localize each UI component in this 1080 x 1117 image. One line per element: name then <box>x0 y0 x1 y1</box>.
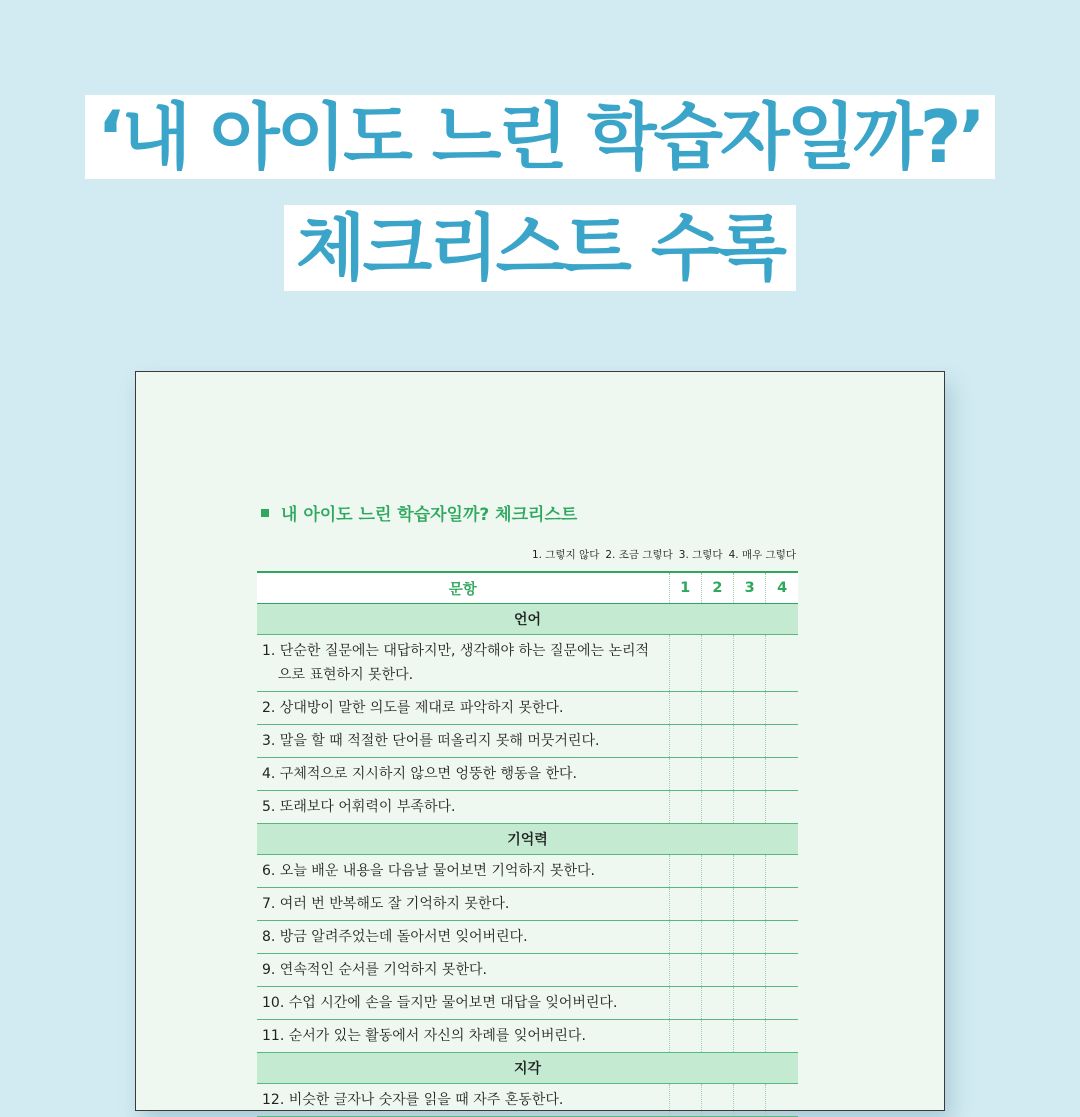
table-header-row <box>257 572 798 604</box>
rating-scale-legend <box>532 547 796 562</box>
headline-line-2: 체크리스트 수록 <box>284 205 796 291</box>
item-text: 2. 상대방이 말한 의도를 제대로 파악하지 못한다. <box>262 700 564 716</box>
rating-cell-1[interactable] <box>669 635 701 692</box>
rating-cell-3[interactable] <box>734 692 766 725</box>
headline-line-1: ‘내 아이도 느린 학습자일까?’ <box>85 95 995 179</box>
checklist-table <box>257 571 798 1117</box>
rating-cell-3[interactable] <box>734 954 766 987</box>
rating-cell-1[interactable] <box>669 791 701 824</box>
rating-cell-1[interactable] <box>669 888 701 921</box>
rating-cell-2[interactable] <box>701 635 733 692</box>
item-cell <box>257 855 669 888</box>
category-row <box>257 1053 798 1084</box>
rating-cell-3[interactable] <box>734 921 766 954</box>
rating-cell-1[interactable] <box>669 855 701 888</box>
headline-line-2-wrap <box>0 205 1080 291</box>
rating-cell-1[interactable] <box>669 987 701 1020</box>
rating-cell-2[interactable] <box>701 888 733 921</box>
item-text: 12. 비슷한 글자나 숫자를 읽을 때 자주 혼동한다. <box>262 1092 564 1108</box>
table-row <box>257 954 798 987</box>
rating-cell-3[interactable] <box>734 791 766 824</box>
table-row <box>257 791 798 824</box>
item-text: 3. 말을 할 때 적절한 단어를 떠올리지 못해 머뭇거린다. <box>262 733 600 749</box>
item-text: 5. 또래보다 어휘력이 부족하다. <box>262 799 456 815</box>
item-text: 4. 구체적으로 지시하지 않으면 엉뚱한 행동을 한다. <box>262 766 577 782</box>
rating-cell-1[interactable] <box>669 692 701 725</box>
rating-cell-2[interactable] <box>701 855 733 888</box>
rating-cell-2[interactable] <box>701 987 733 1020</box>
item-text: 9. 연속적인 순서를 기억하지 못한다. <box>262 962 487 978</box>
item-cell <box>257 758 669 791</box>
rating-cell-1[interactable] <box>669 1084 701 1117</box>
item-cell <box>257 921 669 954</box>
rating-cell-4[interactable] <box>766 758 798 791</box>
item-cell <box>257 635 669 692</box>
table-row <box>257 692 798 725</box>
checklist-body <box>257 604 798 1117</box>
item-text: 10. 수업 시간에 손을 들지만 물어보면 대답을 잊어버린다. <box>262 995 618 1011</box>
rating-cell-3[interactable] <box>734 635 766 692</box>
rating-cell-1[interactable] <box>669 725 701 758</box>
rating-cell-2[interactable] <box>701 725 733 758</box>
rating-cell-4[interactable] <box>766 725 798 758</box>
item-text: 11. 순서가 있는 활동에서 자신의 차례를 잊어버린다. <box>262 1028 586 1044</box>
table-row <box>257 855 798 888</box>
rating-cell-3[interactable] <box>734 758 766 791</box>
table-row <box>257 725 798 758</box>
rating-cell-4[interactable] <box>766 635 798 692</box>
header-col-3: 3 <box>734 572 766 604</box>
item-cell <box>257 725 669 758</box>
header-col-1: 1 <box>669 572 701 604</box>
rating-cell-1[interactable] <box>669 954 701 987</box>
title-bullet-square <box>261 509 269 517</box>
item-text: 6. 오늘 배운 내용을 다음날 물어보면 기억하지 못한다. <box>262 863 595 879</box>
category-row <box>257 824 798 855</box>
item-text: 7. 여러 번 반복해도 잘 기억하지 못한다. <box>262 896 510 912</box>
table-row <box>257 921 798 954</box>
header-col-2: 2 <box>701 572 733 604</box>
table-row <box>257 1020 798 1053</box>
category-label: 기억력 <box>257 824 798 855</box>
rating-cell-2[interactable] <box>701 791 733 824</box>
item-cell <box>257 888 669 921</box>
rating-cell-3[interactable] <box>734 725 766 758</box>
rating-cell-2[interactable] <box>701 1084 733 1117</box>
category-label: 언어 <box>257 604 798 635</box>
rating-cell-1[interactable] <box>669 758 701 791</box>
table-row <box>257 758 798 791</box>
rating-cell-1[interactable] <box>669 1020 701 1053</box>
rating-cell-4[interactable] <box>766 1084 798 1117</box>
rating-cell-4[interactable] <box>766 791 798 824</box>
table-row <box>257 888 798 921</box>
document-title-text: 내 아이도 느린 학습자일까? 체크리스트 <box>281 505 578 525</box>
scale-label-4: 4. 매우 그렇다 <box>728 549 796 561</box>
headline-line-1-wrap <box>0 95 1080 179</box>
rating-cell-2[interactable] <box>701 1020 733 1053</box>
rating-cell-3[interactable] <box>734 855 766 888</box>
rating-cell-4[interactable] <box>766 921 798 954</box>
rating-cell-3[interactable] <box>734 1084 766 1117</box>
rating-cell-3[interactable] <box>734 1020 766 1053</box>
scale-label-3: 3. 그렇다 <box>678 549 723 561</box>
table-row <box>257 1084 798 1117</box>
scale-label-1: 1. 그렇지 않다 <box>531 549 600 561</box>
rating-cell-2[interactable] <box>701 758 733 791</box>
category-label: 지각 <box>257 1053 798 1084</box>
rating-cell-2[interactable] <box>701 692 733 725</box>
checklist-document <box>135 371 945 1111</box>
item-cell <box>257 791 669 824</box>
document-title <box>261 500 577 525</box>
category-row <box>257 604 798 635</box>
header-col-4: 4 <box>766 572 798 604</box>
item-cell <box>257 1084 669 1117</box>
table-row <box>257 635 798 692</box>
rating-cell-3[interactable] <box>734 987 766 1020</box>
rating-cell-2[interactable] <box>701 954 733 987</box>
item-text: 1. 단순한 질문에는 대답하지만, 생각해야 하는 질문에는 논리적으로 표현하지 못한다. <box>262 643 650 683</box>
rating-cell-1[interactable] <box>669 921 701 954</box>
item-cell <box>257 1020 669 1053</box>
rating-cell-2[interactable] <box>701 921 733 954</box>
item-text: 8. 방금 알려주었는데 돌아서면 잊어버린다. <box>262 929 528 945</box>
rating-cell-4[interactable] <box>766 987 798 1020</box>
rating-cell-4[interactable] <box>766 1020 798 1053</box>
header-item: 문항 <box>257 572 669 604</box>
rating-cell-3[interactable] <box>734 888 766 921</box>
item-cell <box>257 987 669 1020</box>
rating-cell-4[interactable] <box>766 692 798 725</box>
rating-cell-4[interactable] <box>766 954 798 987</box>
rating-cell-4[interactable] <box>766 855 798 888</box>
item-cell <box>257 954 669 987</box>
rating-cell-4[interactable] <box>766 888 798 921</box>
scale-label-2: 2. 조금 그렇다 <box>605 549 673 561</box>
item-cell <box>257 692 669 725</box>
table-row <box>257 987 798 1020</box>
